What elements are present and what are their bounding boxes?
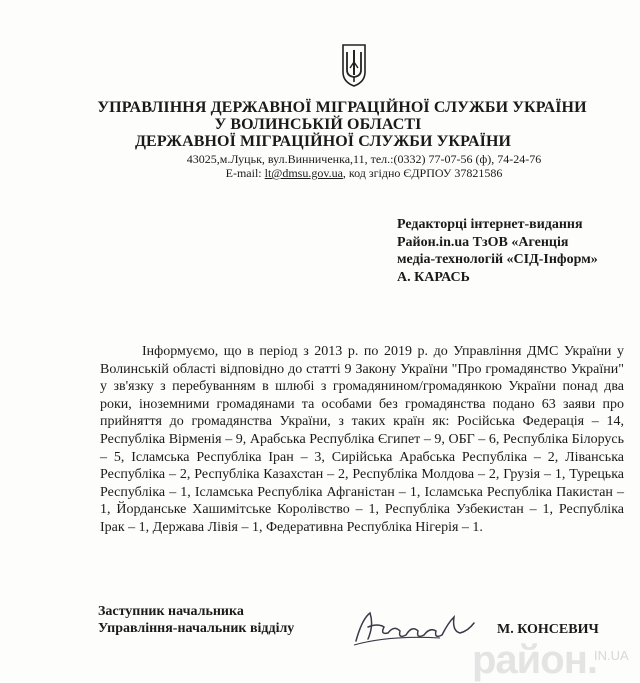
signatory-name: М. КОНСЕВИЧ	[497, 622, 599, 637]
handwritten-signature	[350, 605, 480, 650]
recipient-name: А. КАРАСЬ	[397, 269, 470, 285]
email-link[interactable]: lt@dmsu.gov.ua	[264, 166, 343, 180]
header-contacts	[44, 166, 640, 181]
edrpou-code: , код згідно ЄДРПОУ 37821586	[342, 166, 503, 180]
recipient-line1: Редакторці інтернет-видання	[397, 217, 583, 232]
letter-body: Інформуємо, що в період з 2013 р. по 2019 р. до Управління ДМС України у Волинській області відповідно до статті 9 Закону України "Про громадянство України" у зв'язку з перебуванням в шлюбі з громадянином/громадянкою України понад два роки, іноземними громадянами та особами без громадянства подано 63 заяви про прийняття до громадянства України, з таких країн як: Російська Федерація – 14, Республіка Вірменія – 9, Арабська Республіка Єгипет – 9, ОБГ – 6, Республіка Білорусь – 5, Ісламська Республіка Іран – 3, Сирійська Арабська Республіка – 2, Ліванська Республіка – 2, Республіка Казахстан – 2, Республіка Молдова – 2, Грузія – 1, Турецька Республіка – 1, Ісламська Республіка Афганістан – 1, Ісламська Республіка Пакистан – 1, Йорданське Хашимітське Королівство – 1, Республіка Узбекистан – 1, Республіка Ірак – 1, Держава Лівія – 1, Федеративна Республіка Нігерія – 1.	[100, 344, 624, 535]
header-address: 43025,м.Луцьк, вул.Винниченка,11, тел.:(0332) 77-07-56 (ф), 74-24-76	[186, 152, 542, 166]
header-agency-line3: ДЕРЖАВНОЇ МІГРАЦІЙНОЇ СЛУЖБИ УКРАЇНИ	[134, 133, 512, 150]
watermark-domain: IN.UA	[594, 648, 629, 663]
signatory-title-line1: Заступник начальника	[98, 604, 244, 619]
header-agency-line1: УПРАВЛІННЯ ДЕРЖАВНОЇ МІГРАЦІЙНОЇ СЛУЖБИ УКРАЇНИ	[97, 99, 587, 116]
header-agency-line2: У ВОЛИНСЬКІЙ ОБЛАСТІ	[214, 116, 422, 133]
recipient-line3: медіа-технологій «СІД-Інформ»	[397, 252, 598, 267]
coat-of-arms-trident-icon	[339, 42, 369, 88]
recipient-block	[397, 216, 637, 286]
email-label: E-mail:	[225, 166, 265, 180]
watermark-brand: район.	[472, 638, 597, 682]
signatory-title	[98, 603, 294, 637]
signatory-title-line2: Управління-начальник відділу	[98, 621, 295, 636]
recipient-line2: Район.in.ua ТзОВ «Агенція	[397, 234, 569, 250]
